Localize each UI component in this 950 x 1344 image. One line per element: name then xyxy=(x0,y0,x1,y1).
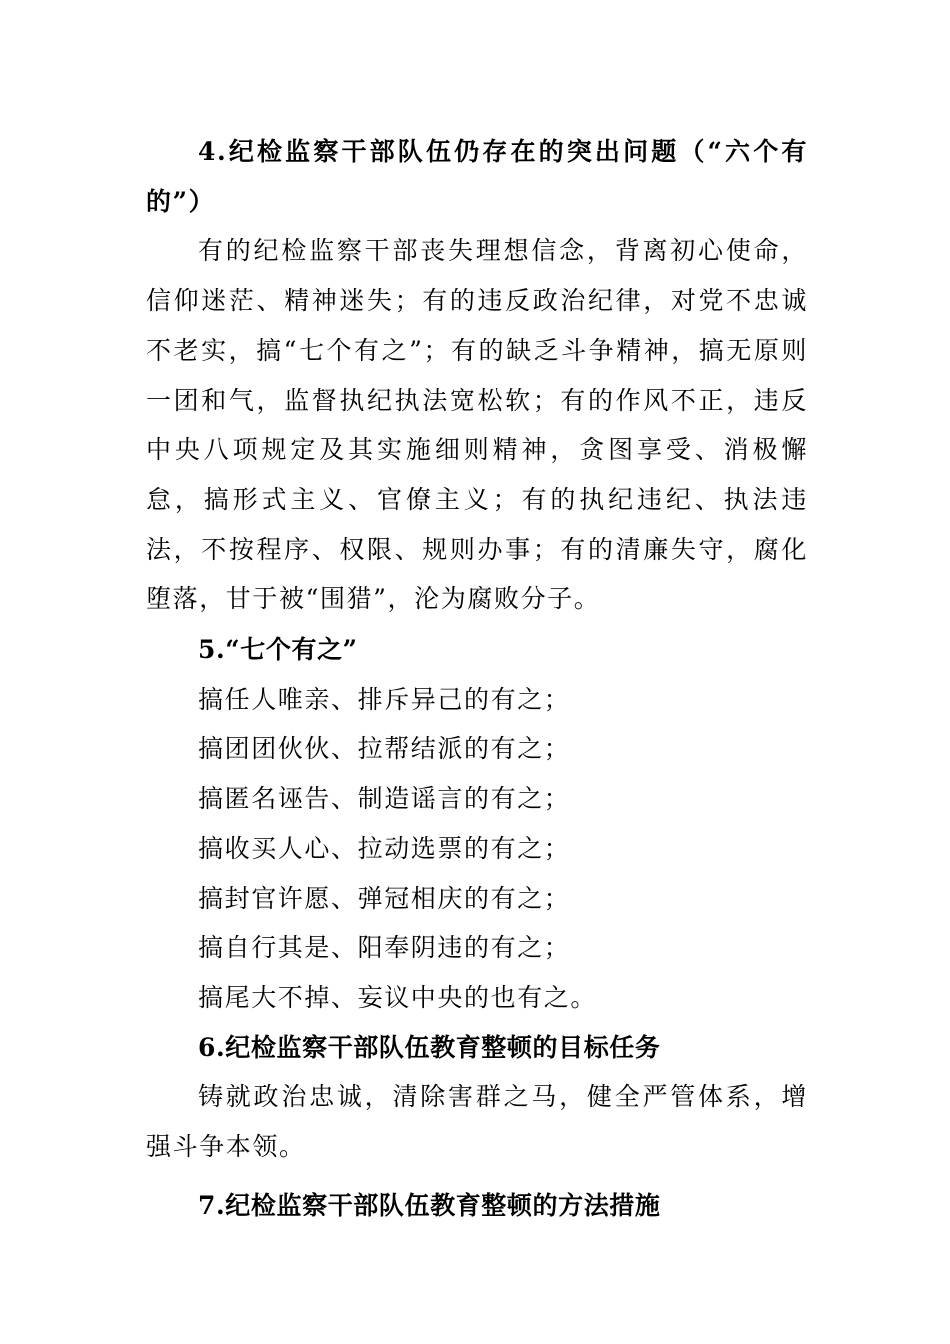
list-item: 搞任人唯亲、排斥异己的有之； xyxy=(198,684,571,714)
section-6-body: 铸就政治忠诚，清除害群之马，健全严管体系，增强斗争本领。 xyxy=(146,1082,808,1162)
list-item: 搞自行其是、阳奉阴违的有之； xyxy=(198,933,571,963)
list-item: 搞尾大不掉、妄议中央的也有之。 xyxy=(198,982,598,1012)
section-6-heading: 6.纪检监察干部队伍教育整顿的目标任务 xyxy=(198,1032,661,1062)
section-4-heading: 4.纪检监察干部队伍仍存在的突出问题（“六个有的”） xyxy=(146,137,808,216)
document-page xyxy=(146,127,808,1230)
section-5-heading: 5.“七个有之” xyxy=(198,635,358,665)
list-item: 搞匿名诬告、制造谣言的有之； xyxy=(198,784,571,814)
list-item: 搞封官许愿、弹冠相庆的有之； xyxy=(198,883,571,913)
section-7-heading: 7.纪检监察干部队伍教育整顿的方法措施 xyxy=(198,1190,661,1220)
list-item: 搞收买人心、拉动选票的有之； xyxy=(198,833,571,863)
section-4-body: 有的纪检监察干部丧失理想信念，背离初心使命，信仰迷茫、精神迷失；有的违反政治纪律，对党不忠诚不老实，搞“七个有之”；有的缺乏斗争精神，搞无原则一团和气，监督执纪执法宽松软；有的作风不正，违反中央八项规定及其实施细则精神，贪图享受、消极懈怠，搞形式主义、官僚主义；有的执纪违纪、执法违法，不按程序、权限、规则办事；有的清廉失守，腐化堕落，甘于被“围猎”，沦为腐败分子。 xyxy=(146,236,808,614)
list-item: 搞团团伙伙、拉帮结派的有之； xyxy=(198,734,571,764)
